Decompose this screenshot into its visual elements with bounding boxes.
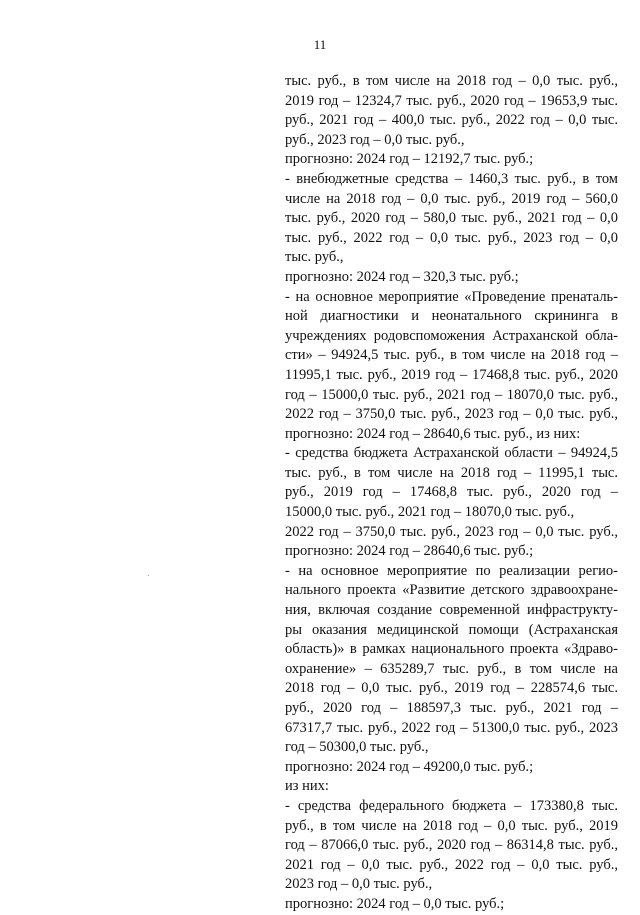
text-line: сти» – 94924,5 тыс. руб., в том числе на 2018 год – xyxy=(285,347,618,364)
text-line: прогнозно: 2024 год – 12192,7 тыс. руб.; xyxy=(285,151,534,168)
text-line: тыс. руб., в том числе на 2018 год – 11995,1 тыс. xyxy=(285,464,618,481)
text-line: руб., 2019 год – 17468,8 тыс. руб., 2020 год – xyxy=(285,484,618,501)
text-line: год – 50300,0 тыс. руб., xyxy=(285,739,429,756)
text-line: ры оказания медицинской помощи (Астраханская xyxy=(285,621,618,638)
text-line: прогнозно: 2024 год – 49200,0 тыс. руб.; xyxy=(285,758,534,775)
text-line: охранение» – 635289,7 тыс. руб., в том числе на xyxy=(285,660,618,677)
text-line: ния, включая создание современной инфраструкту- xyxy=(285,602,618,619)
text-line: - средства бюджета Астраханской области – 94924,5 xyxy=(285,445,618,462)
text-line: - на основное мероприятие по реализации регио- xyxy=(285,562,618,579)
text-line: прогнозно: 2024 год – 320,3 тыс. руб.; xyxy=(285,268,519,285)
text-line: тыс. руб., xyxy=(285,249,344,266)
text-line: год – 15000,0 тыс. руб., 2021 год – 18070,0 тыс. руб., xyxy=(285,386,618,403)
text-line: тыс. руб., 2020 год – 580,0 тыс. руб., 2021 год – 0,0 xyxy=(285,210,618,227)
text-line: учреждениях родовспоможения Астраханской обла- xyxy=(285,327,618,344)
page-number: 11 xyxy=(313,37,327,52)
text-line: 2019 год – 12324,7 тыс. руб., 2020 год – 19653,9 тыс. xyxy=(285,92,618,109)
text-line: руб., 2023 год – 0,0 тыс. руб., xyxy=(285,131,465,148)
text-line: тыс. руб., в том числе на 2018 год – 0,0 тыс. руб., xyxy=(285,73,618,89)
text-line: прогнозно: 2024 год – 28640,6 тыс. руб.; xyxy=(285,543,534,560)
scan-speck xyxy=(148,575,149,576)
text-line: - на основное мероприятие «Проведение пренаталь- xyxy=(285,288,618,305)
text-line: 2023 год – 0,0 тыс. руб., xyxy=(285,876,433,893)
text-line: числе на 2018 год – 0,0 тыс. руб., 2019 год – 560,0 xyxy=(285,190,618,207)
text-line: 2022 год – 3750,0 тыс. руб., 2023 год – 0,0 тыс. руб., xyxy=(285,523,618,540)
text-line: руб., в том числе на 2018 год – 0,0 тыс. руб., 2019 xyxy=(285,817,618,834)
document-body xyxy=(285,72,618,915)
text-line: ной диагностики и неонатального скрининга в xyxy=(285,308,618,325)
text-line: прогнозно: 2024 год – 0,0 тыс. руб.; xyxy=(285,895,505,912)
text-line: 2018 год – 0,0 тыс. руб., 2019 год – 228574,6 тыс. xyxy=(285,680,618,697)
text-line: руб., 2021 год – 400,0 тыс. руб., 2022 год – 0,0 тыс. xyxy=(285,112,618,129)
text-line: - внебюджетные средства – 1460,3 тыс. руб., в том xyxy=(285,170,618,187)
text-line: 15000,0 тыс. руб., 2021 год – 18070,0 тыс. руб., xyxy=(285,504,575,521)
text-line: год – 87066,0 тыс. руб., 2020 год – 86314,8 тыс. руб., xyxy=(285,837,618,854)
text-line: 11995,1 тыс. руб., 2019 год – 17468,8 тыс. руб., 2020 xyxy=(285,366,618,383)
text-line: 2022 год – 3750,0 тыс. руб., 2023 год – 0,0 тыс. руб., xyxy=(285,406,618,423)
text-line: прогнозно: 2024 год – 28640,6 тыс. руб., из них: xyxy=(285,425,581,442)
text-line: из них: xyxy=(285,778,329,795)
text-line: - средства федерального бюджета – 173380,8 тыс. xyxy=(285,797,618,814)
text-line: 2021 год – 0,0 тыс. руб., 2022 год – 0,0 тыс. руб., xyxy=(285,856,618,873)
text-line: нального проекта «Развитие детского здравоохране- xyxy=(285,582,618,599)
text-line: руб., 2020 год – 188597,3 тыс. руб., 2021 год – xyxy=(285,700,618,716)
text-line: область)» в рамках национального проекта «Здраво- xyxy=(285,641,618,658)
text-line: 67317,7 тыс. руб., 2022 год – 51300,0 тыс. руб., 2023 xyxy=(285,719,618,736)
text-line: тыс. руб., 2022 год – 0,0 тыс. руб., 2023 год – 0,0 xyxy=(285,229,618,246)
